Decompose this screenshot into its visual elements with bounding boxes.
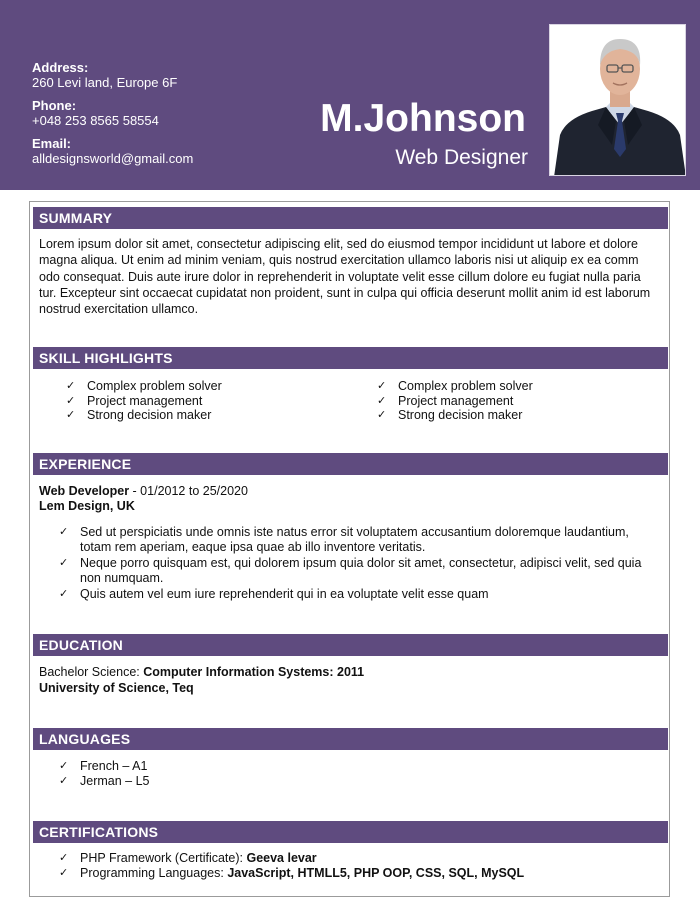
list-item: ✓ Sed ut perspiciatis unde omnis iste natus error sit voluptatem accusantium doloremque laudantium, totam rem aperiam, eaque ipsa quae ab illo inventore veritatis. [59,525,659,554]
list-item [59,851,524,866]
contact-block [32,60,193,174]
company-name: Lem Design, UK [39,499,135,513]
skills-heading: SKILL HIGHLIGHTS [33,347,668,369]
header-band [0,0,700,190]
address-label: Address: [32,60,89,75]
list-item [59,866,524,881]
languages-list [59,759,149,788]
job-title: Web Developer [39,484,130,498]
list-item: ✓ Project management [66,394,222,409]
cert-value: Geeva levar [246,851,317,865]
list-item: ✓ Neque porro quisquam est, qui dolorem ipsum quia dolor sit amet, consectetur, adipisci velit, sed quia non numquam. [59,556,659,585]
summary-heading: SUMMARY [33,207,668,229]
education-degree [39,665,364,680]
certifications-heading: CERTIFICATIONS [33,821,668,843]
candidate-name: M.Johnson [320,97,526,140]
candidate-role: Web Designer [395,146,528,169]
cert-label: PHP Framework (Certificate): [80,851,247,865]
list-item: ✓ Strong decision maker [66,408,222,423]
list-item: ✓ Strong decision maker [377,408,533,423]
email-value: alldesignsworld@gmail.com [32,151,194,166]
address-value: 260 Levi land, Europe 6F [32,75,178,90]
list-item: ✓ French – A1 [59,759,149,774]
education-heading: EDUCATION [33,634,668,656]
degree-value: Computer Information Systems: 2011 [143,665,365,679]
portrait-image-icon [550,25,686,176]
skills-list-right [377,379,533,423]
summary-text: Lorem ipsum dolor sit amet, consectetur adipiscing elit, sed do eiusmod tempor incididunt ut labore et dolore magna aliqua. Ut enim ad minim veniam, quis nostrud exercitation ullamco laboris nisi ut aliquip ex ea comm odo consequat. Duis aute irure dolor in reprehenderit in voluptate velit esse cillum dolore eu fugiat nulla paria tur. Excepteur sint occaecat cupidatat non proident, sunt in culpa qui officia deserunt mollit anim id est laborum nostrud exercitation ullamco. [39,237,651,317]
list-item: ✓ Jerman – L5 [59,774,149,789]
experience-heading: EXPERIENCE [33,453,668,475]
languages-heading: LANGUAGES [33,728,668,750]
list-item: ✓ Complex problem solver [377,379,533,394]
job-dates: - 01/2012 to 25/2020 [129,484,248,498]
degree-label: Bachelor Science: [39,665,144,679]
list-item: ✓ Quis autem vel eum iure reprehenderit qui in ea voluptate velit esse quam [59,587,659,602]
education-school: University of Science, Teq [39,681,194,695]
cert-value: JavaScript, HTMLL5, PHP OOP, CSS, SQL, MySQL [227,865,525,880]
experience-bullets [59,525,659,604]
list-item: ✓ Complex problem solver [66,379,222,394]
email-label: Email: [32,136,72,151]
phone-label: Phone: [32,98,77,113]
cert-label: Programming Languages: [80,865,228,880]
profile-photo [549,24,686,176]
skills-list-left [66,379,222,423]
certifications-list [59,851,524,880]
job-line [39,484,248,499]
phone-value: +048 253 8565 58554 [32,113,159,128]
list-item: ✓ Project management [377,394,533,409]
